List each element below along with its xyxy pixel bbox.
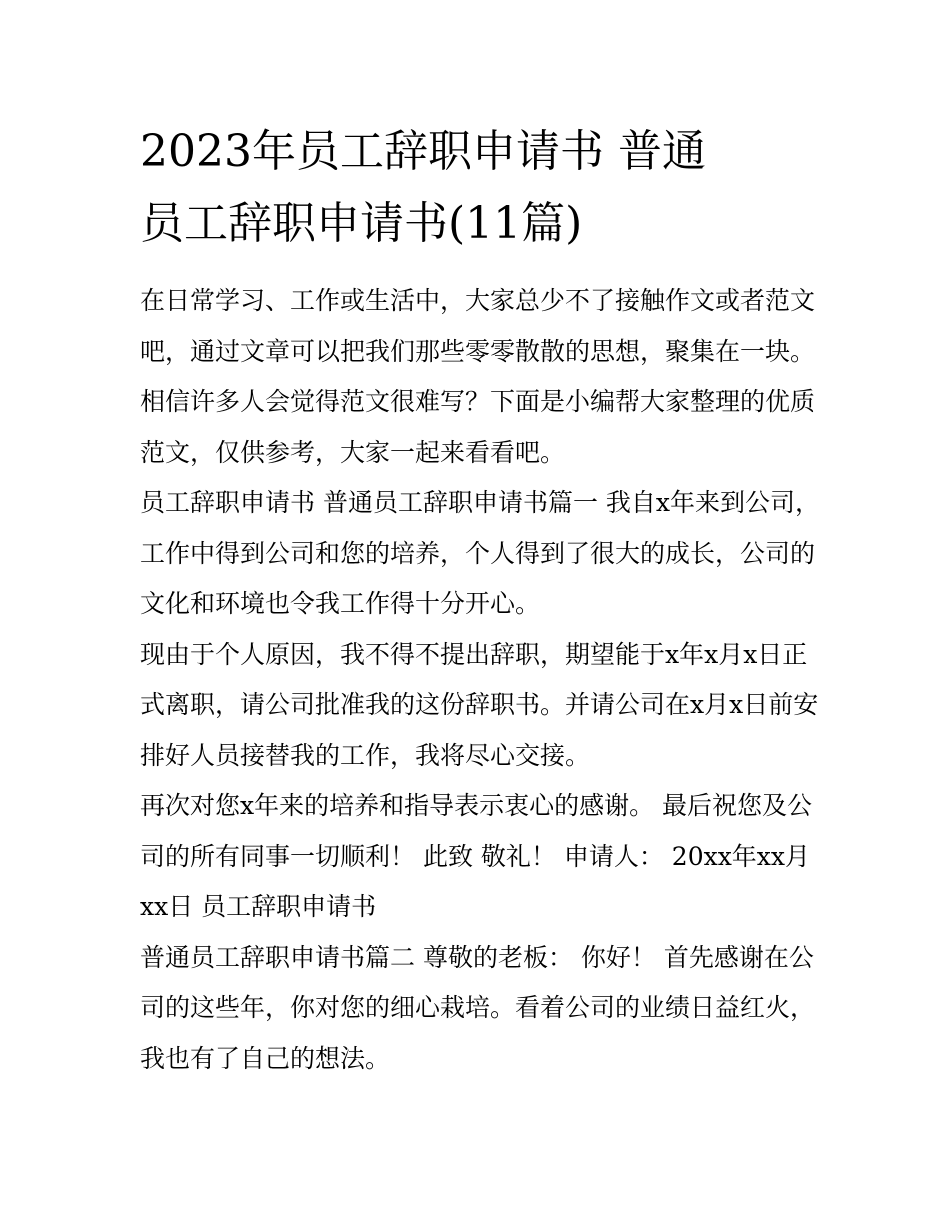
title-line-1: 2023年员工辞职申请书 普通 (140, 126, 706, 177)
document-body (140, 276, 820, 1084)
paragraph-1: 员工辞职申请书 普通员工辞职申请书篇一 我自x年来到公司，工作中得到公司和您的培养，个人得到了很大的成长，公司的文化和环境也令我工作得十分开心。 (140, 488, 820, 618)
paragraph-3: 再次对您x年来的培养和指导表示衷心的感谢。 最后祝您及公司的所有同事一切顺利！ 此致 敬礼！ 申请人： 20xx年xx月xx日 员工辞职申请书 (140, 791, 813, 921)
paragraph-2: 现由于个人原因，我不得不提出辞职，期望能于x年x月x日正式离职，请公司批准我的这份辞职书。并请公司在x月x日前安排好人员接替我的工作，我将尽心交接。 (140, 639, 819, 770)
document-title (140, 116, 830, 260)
paragraph-4: 普通员工辞职申请书篇二 尊敬的老板： 你好！ 首先感谢在公司的这些年，你对您的细心栽培。看着公司的业绩日益红火，我也有了自己的想法。 (140, 942, 816, 1073)
title-line-2: 员工辞职申请书(11篇) (140, 198, 583, 249)
paragraph-intro: 在日常学习、工作或生活中，大家总少不了接触作文或者范文吧，通过文章可以把我们那些零零散散的思想，聚集在一块。相信许多人会觉得范文很难写？下面是小编帮大家整理的优质范文，仅供参考，大家一起来看看吧。 (140, 286, 816, 467)
